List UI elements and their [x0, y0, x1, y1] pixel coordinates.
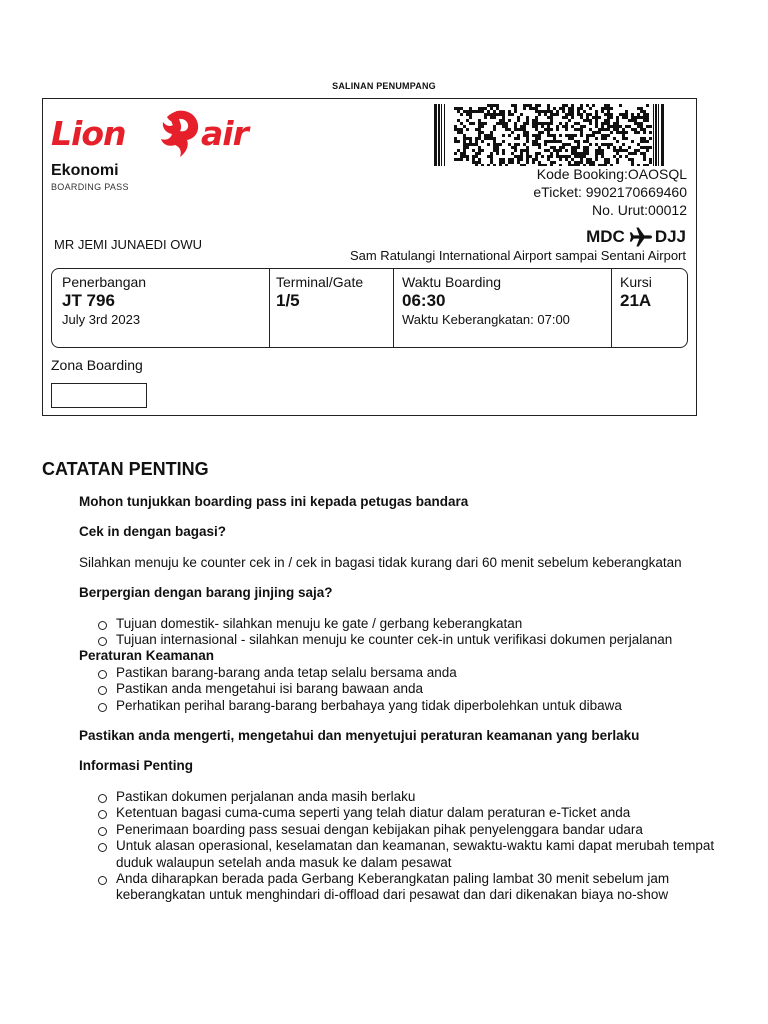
list-item: Penerimaan boarding pass sesuai dengan kebijakan pihak penyelenggara bandar udara [79, 822, 739, 838]
seat-label: Kursi [620, 274, 652, 290]
airport-names: Sam Ratulangi International Airport sampai Sentani Airport [349, 248, 686, 263]
lion-air-logo [51, 105, 267, 163]
passenger-name: MR JEMI JUNAEDI OWU [54, 237, 203, 252]
booking-code: Kode Booking:OAOSQL [536, 166, 687, 182]
cabin-class: Ekonomi [51, 162, 119, 179]
seat-number: 21A [620, 291, 652, 310]
list-item: Pastikan anda mengetahui isi barang bawaan anda [79, 681, 739, 697]
flight-label: Penerbangan [62, 274, 147, 290]
boarding-label: Waktu Boarding [402, 274, 502, 290]
list-item: Pastikan barang-barang anda tetap selalu bersama anda [79, 665, 739, 681]
list-item: Pastikan dokumen perjalanan anda masih berlaku [79, 789, 739, 805]
security-heading: Peraturan Keamanan [79, 648, 215, 664]
boarding-time: 06:30 [402, 291, 446, 310]
carryon-heading: Berpergian dengan barang jinjing saja? [79, 585, 333, 601]
flight-date: July 3rd 2023 [62, 312, 141, 327]
seat-column [611, 269, 687, 347]
list-item: Ketentuan bagasi cuma-cuma seperti yang telah diatur dalam peraturan e-Ticket anda [79, 805, 739, 821]
departure-time: Waktu Keberangkatan: 07:00 [402, 312, 570, 327]
logo-text-air: air [201, 114, 248, 153]
list-item: Tujuan domestik- silahkan menuju ke gate / gerbang keberangkatan [79, 616, 739, 632]
sequence-number: No. Urut:00012 [592, 202, 687, 218]
boarding-zone-box [51, 383, 147, 408]
route-codes [586, 227, 686, 247]
list-item: Tujuan internasional - silahkan menuju ke counter cek-in untuk verifikasi dokumen perjalanan [79, 632, 739, 648]
barcode-image [434, 104, 671, 166]
important-notes [79, 494, 739, 904]
info-list [79, 789, 739, 904]
origin-code: MDC [586, 227, 625, 246]
boarding-pass-card [42, 98, 697, 416]
flight-details-box [51, 268, 688, 348]
copy-label: SALINAN PENUMPANG [332, 81, 436, 91]
list-item: Anda diharapkan berada pada Gerbang Keberangkatan paling lambat 30 menit sebelum jam keberangkatan untuk menghindari di-offload dari pesawat dan dari dikenakan biaya no-show [79, 871, 739, 904]
agree-note: Pastikan anda mengerti, mengetahui dan menyetujui peraturan keamanan yang berlaku [79, 728, 640, 744]
eticket-number: eTicket: 9902170669460 [533, 184, 687, 200]
logo-text-lion: Lion [51, 114, 126, 153]
pass-type-label: BOARDING PASS [51, 182, 129, 192]
destination-code: DJJ [654, 227, 686, 246]
list-item: Untuk alasan operasional, keselamatan dan keamanan, sewaktu-waktu kami dapat merubah tempat duduk walaupun setelah anda masuk ke dalam pesawat [79, 838, 739, 871]
flight-number: JT 796 [62, 291, 115, 310]
boarding-zone-label: Zona Boarding [51, 357, 143, 373]
list-item: Perhatikan perihal barang-barang berbahaya yang tidak diperbolehkan untuk dibawa [79, 698, 739, 714]
notes-title: CATATAN PENTING [42, 459, 209, 479]
show-pass-note: Mohon tunjukkan boarding pass ini kepada petugas bandara [79, 494, 469, 509]
security-list [79, 665, 739, 714]
lion-head-icon [153, 107, 203, 161]
checkin-heading: Cek in dengan bagasi? [79, 524, 227, 540]
airplane-icon [629, 227, 653, 247]
terminal-column [269, 269, 393, 347]
terminal-label: Terminal/Gate [276, 274, 364, 290]
carryon-list [79, 616, 739, 649]
terminal-gate: 1/5 [276, 291, 300, 310]
boarding-column [393, 269, 611, 347]
booking-info [533, 165, 687, 219]
info-heading: Informasi Penting [79, 758, 194, 774]
flight-column [52, 269, 269, 347]
checkin-text: Silahkan menuju ke counter cek in / cek in bagasi tidak kurang dari 60 menit sebelum keberangkatan [79, 554, 682, 570]
